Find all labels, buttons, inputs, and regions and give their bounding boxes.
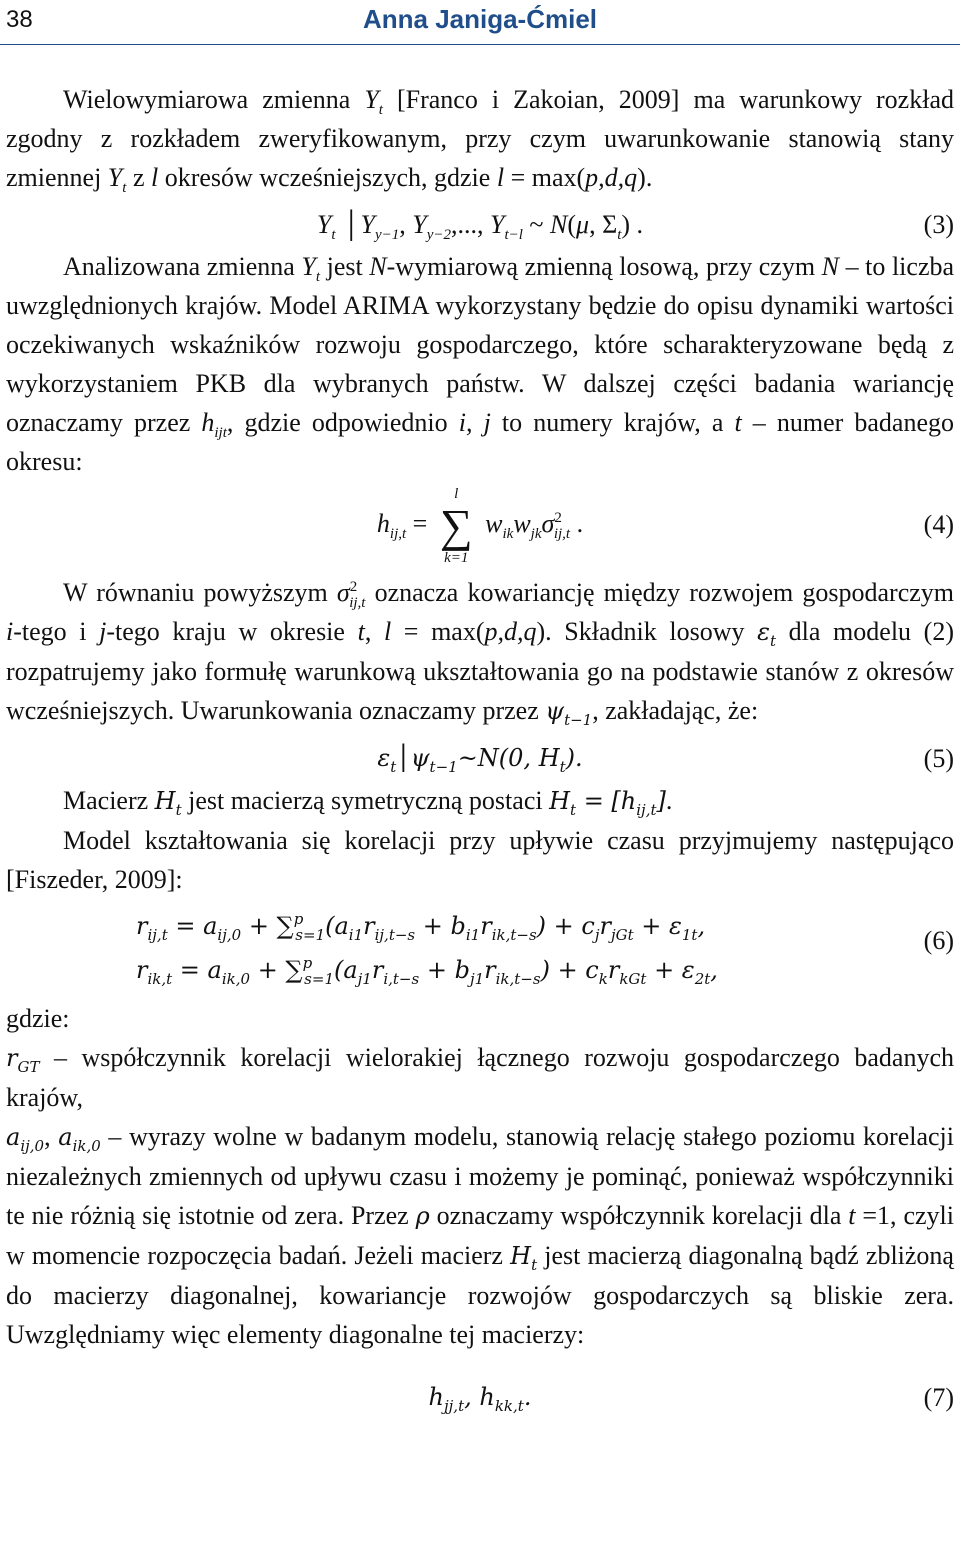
equation-3-number: (3) bbox=[923, 210, 954, 239]
equation-7-number: (7) bbox=[923, 1383, 954, 1412]
page-header bbox=[0, 0, 960, 44]
equation-6-line-1: $r_{ij,t} = a_{ij,0} + \sum^p_{s=1}(a_{i1}r_{ij,t-s} + b_{i1}r_{ik,t-s}) + c_jr_{jGt} + \varepsilon_{1t}$, bbox=[136, 910, 706, 944]
summation-sign: l ∑ k=1 bbox=[439, 486, 473, 566]
paragraph-1: Wielowymiarowa zmienna $Y_t$ [Franco i Zakoian, 2009] ma warunkowy rozkład zgodny z rozkładem zweryfikowanym, przy czym uwarunkowanie stanowią stany zmiennej $Y_t$ z l okresów wcześniejszych, gdzie l = max(p,d,q). bbox=[6, 85, 954, 196]
paragraph-5: Model kształtowania się korelacji przy upływie czasu przyjmujemy następująco [Fiszeder, 2009]: bbox=[6, 826, 954, 894]
gdzie-label: gdzie: bbox=[6, 1004, 70, 1033]
equation-5 bbox=[6, 731, 954, 781]
equation-5-formula: $\varepsilon_t│\psi_{t-1}\sim N(0$, $H_t$). bbox=[377, 744, 583, 776]
equation-3 bbox=[6, 197, 954, 247]
equation-5-number: (5) bbox=[923, 744, 954, 773]
running-head-author: Anna Janiga-Ćmiel bbox=[362, 4, 598, 34]
equation-4-formula: $h_{ij,t}$ = l ∑ k=1 $w_{ik}w_{jk}\sigma^2_{ij,t}$ . bbox=[376, 486, 584, 566]
equation-6-number: (6) bbox=[923, 926, 954, 955]
equation-4-number: (4) bbox=[923, 510, 954, 539]
page-number: 38 bbox=[6, 6, 33, 33]
equation-7-formula: $h_{jj,t}$, $h_{kk,t}$. bbox=[428, 1383, 532, 1415]
page-body bbox=[6, 80, 954, 1420]
equation-6-line-2: $r_{ik,t} = a_{ik,0} + \sum^p_{s=1}(a_{j1}r_{i,t-s} + b_{j1}r_{ik,t-s}) + c_kr_{kGt} + \varepsilon_{2t}$, bbox=[136, 954, 718, 988]
equation-6 bbox=[6, 899, 954, 999]
paragraph-2: Analizowana zmienna $Y_t$ jest N-wymiarową zmienną losową, przy czym N – to liczba uwzględnionych krajów. Model ARIMA wykorzystany będzie do opisu dynamiki wartości oczekiwanych wskaźników rozwoju gospodarczego, które scharakteryzowane będą z wykorzystaniem PKB dla wybranych państw. W dalszej części badania wariancję oznaczamy przez $h_{ijt}$, gdzie odpowiednio i, j to numery krajów, a t – numer badanego okresu: bbox=[6, 252, 955, 476]
equation-4 bbox=[6, 481, 954, 573]
header-rule bbox=[0, 44, 960, 45]
definition-a-coefficients: $a_{ij,0}$, $a_{ik,0}$ – wyrazy wolne w badanym modelu, stanowią relację stałego poziomu korelacji niezależnych zmiennych od upływu czasu i możemy je pominąć, ponieważ współczynniki te nie różnią się istotnie od zera. Przez ρ oznaczamy współczynnik korelacji dla t =1, czyli w momencie rozpoczęcia badań. Jeżeli macierz $H_t$ jest macierzą diagonalną bądź zbliżoną do macierzy diagonalnej, kowariancje rozwojów gospodarczych są bliskie zera. Uwzględniamy więc elementy diagonalne tej macierzy: bbox=[6, 1122, 954, 1349]
equation-3-formula: $Y_t$ $│Y_{y-1}$, $Y_{y-2}$,..., $Y_{t-l}$ ~ N(μ, $\Sigma_t$) . bbox=[316, 210, 644, 243]
definition-r-gt: $r_{GT}$ – współczynnik korelacji wielorakiej łącznego rozwoju gospodarczego badanych krajów, bbox=[6, 1043, 954, 1112]
equation-7 bbox=[6, 1370, 954, 1420]
paragraph-3: W równaniu powyższym $\sigma^2_{ij,t}$ oznacza kowariancję między rozwojem gospodarczym i-tego i j-tego kraju w okresie t, l = max(p,d,q). Składnik losowy $\varepsilon_t$ dla modelu (2) rozpatrujemy jako formułę warunkową ukształtowania go na podstawie stanów z okresów wcześniejszych. Uwarunkowania oznaczamy przez $\psi_{t-1}$, zakładając, że: bbox=[6, 578, 954, 729]
paragraph-4: Macierz $H_t$ jest macierzą symetryczną postaci $H_t = [h_{ij,t}]$. bbox=[63, 786, 673, 819]
